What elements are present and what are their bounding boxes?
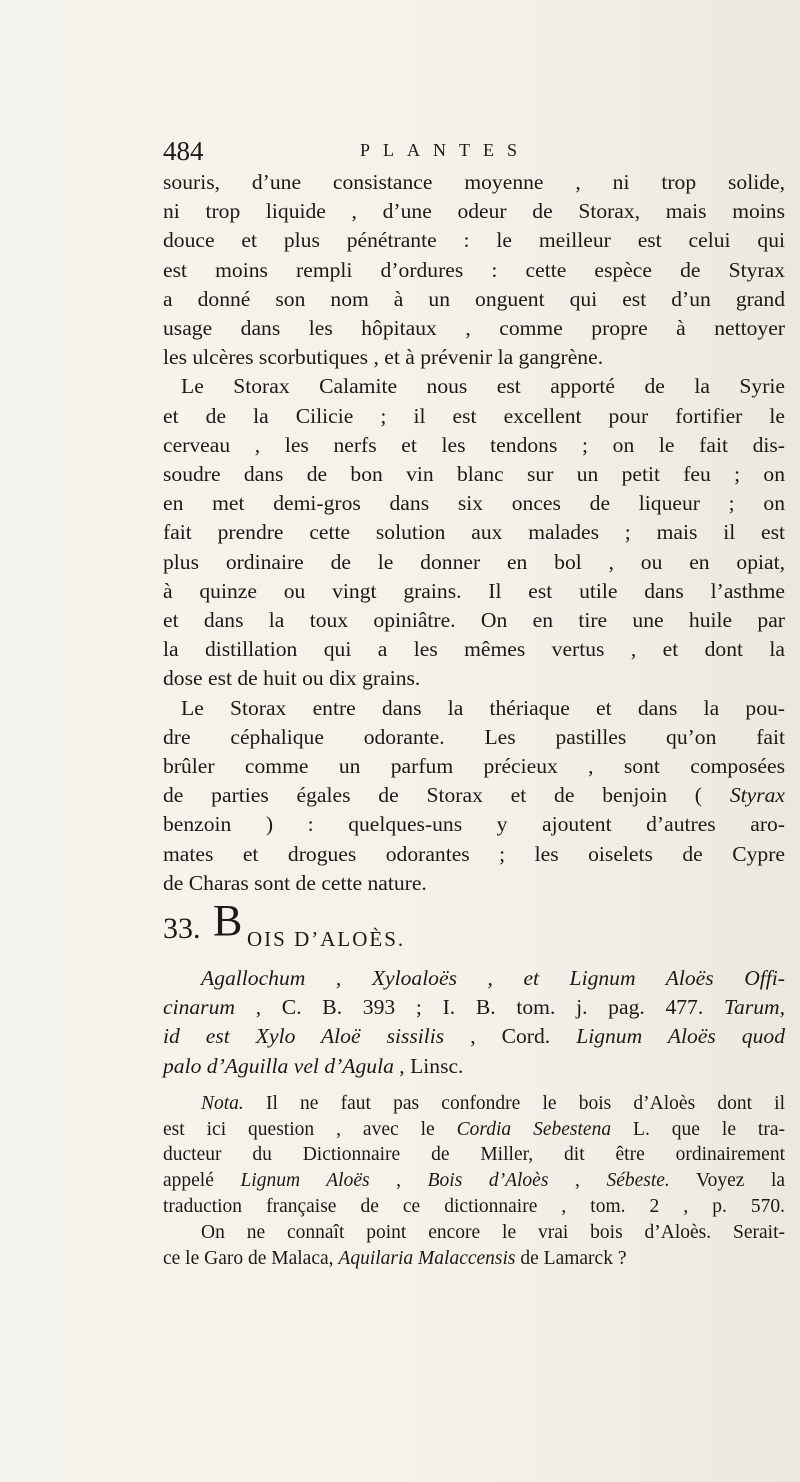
italic-term: cinarum — [163, 995, 235, 1020]
text-fragment: , — [369, 1170, 428, 1192]
italic-term: Lignum Aloës — [240, 1170, 370, 1192]
text-line: mates et drogues odorantes ; les oiselets de Cypre — [163, 841, 785, 866]
text-line: usage dans les hôpitaux , comme propre à nettoyer — [163, 316, 785, 341]
text-line: douce et plus pénétrante : le meilleur est celui qui — [163, 228, 785, 253]
italic-term: Lignum Aloës quod — [576, 1024, 785, 1049]
note-line — [163, 1117, 785, 1143]
text-line: ni trop liquide , d’une odeur de Storax, mais moins — [163, 199, 785, 224]
text-line: plus ordinaire de le donner en bol , ou en opiat, — [163, 549, 785, 574]
text-fragment: de parties égales de Storax et de benjoin ( — [163, 783, 703, 808]
text-fragment: , C. B. 393 ; I. B. tom. j. pag. 477. — [234, 995, 724, 1020]
note-line: On ne connaît point encore le vrai bois d’Aloès. Serait- — [201, 1221, 785, 1243]
text-line: cerveau , les nerfs et les tendons ; on le fait dis- — [163, 432, 785, 457]
text-fragment: Voyez la — [669, 1170, 786, 1192]
italic-term: Sébeste. — [606, 1170, 670, 1192]
synonyms-block — [163, 964, 785, 1081]
text-fragment: ce le Garo de Malaca, — [163, 1247, 339, 1269]
text-line: de Charas sont de cette nature. — [163, 870, 427, 895]
page-header — [163, 136, 600, 172]
text-line: fait prendre cette solution aux malades ; mais il est — [163, 520, 785, 545]
page-number: 484 — [163, 136, 204, 166]
text-line: benzoin ) : quelques-uns y ajoutent d’autres aro- — [163, 812, 785, 837]
text-line: a donné son nom à un onguent qui est d’un grand — [163, 286, 785, 311]
italic-term: Tarum, — [723, 995, 785, 1020]
text-fragment: , Cord. — [444, 1024, 577, 1049]
text-line: soudre dans de bon vin blanc sur un petit feu ; on — [163, 462, 785, 487]
synonym-line — [163, 993, 785, 1022]
text-line: la distillation qui a les mêmes vertus , et dont la — [163, 637, 785, 662]
section-initial: B — [213, 896, 243, 946]
italic-term: Bois d’Aloès — [427, 1170, 549, 1192]
text-fragment: , Linsc. — [393, 1053, 464, 1078]
text-line: Le Storax entre dans la thériaque et dans la pou- — [181, 695, 785, 720]
italic-term: Styrax — [729, 783, 785, 808]
text-fragment: est ici question , avec le — [163, 1118, 457, 1140]
italic-term: Aquilaria Malaccensis — [338, 1247, 516, 1269]
note-line: ducteur du Dictionnaire de Miller, dit être ordinairement — [163, 1144, 785, 1166]
note-line: traduction française de ce dictionnaire , tom. 2 , p. 570. — [163, 1196, 785, 1218]
text-line: brûler comme un parfum précieux , sont composées — [163, 754, 785, 779]
italic-term: palo d’Aguilla vel d’Agula — [163, 1053, 394, 1078]
text-line-styrax — [163, 781, 785, 810]
footnote — [163, 1091, 785, 1272]
text-line: et de la Cilicie ; il est excellent pour fortifier le — [163, 403, 785, 428]
text-line: dose est de huit ou dix grains. — [163, 666, 421, 691]
italic-term: Cordia Sebestena — [456, 1118, 612, 1140]
note-line — [163, 1246, 785, 1272]
text-line: est moins rempli d’ordures : cette espèce de Styrax — [163, 257, 785, 282]
text-line: et dans la toux opiniâtre. On en tire une huile par — [163, 608, 785, 633]
note-label: Nota. — [201, 1092, 244, 1114]
running-head: PLANTES — [360, 140, 531, 160]
synonym-line — [163, 964, 785, 993]
text-line: Le Storax Calamite nous est apporté de la Syrie — [181, 374, 785, 399]
text-line: dre céphalique odorante. Les pastilles qu’on fait — [163, 724, 785, 749]
section-number: 33. — [163, 912, 201, 946]
text-line: les ulcères scorbutiques , et à prévenir la gangrène. — [163, 345, 604, 370]
body-text — [163, 168, 785, 1271]
note-line — [201, 1091, 785, 1117]
text-fragment: L. que le tra- — [611, 1118, 785, 1140]
text-line: à quinze ou vingt grains. Il est utile dans l’asthme — [163, 578, 785, 603]
synonym-line — [163, 1022, 785, 1051]
text-line: en met demi-gros dans six onces de liqueur ; on — [163, 491, 785, 516]
section-title: OIS D’ALOÈS. — [247, 927, 406, 952]
note-line — [163, 1168, 785, 1194]
text-fragment: appelé — [163, 1170, 241, 1192]
text-fragment: de Lamarck ? — [515, 1247, 627, 1269]
synonym-line — [163, 1052, 785, 1081]
section-heading — [163, 896, 785, 964]
text-line: souris, d’une consistance moyenne , ni trop solide, — [163, 170, 785, 194]
italic-term: id est Xylo Aloë sissilis — [163, 1024, 445, 1049]
italic-term: Agallochum , Xyloaloës , et Lignum Aloës Offi- — [201, 966, 785, 991]
text-fragment: Il ne faut pas confondre le bois d’Aloès dont il — [243, 1092, 785, 1114]
text-fragment: , — [548, 1170, 607, 1192]
